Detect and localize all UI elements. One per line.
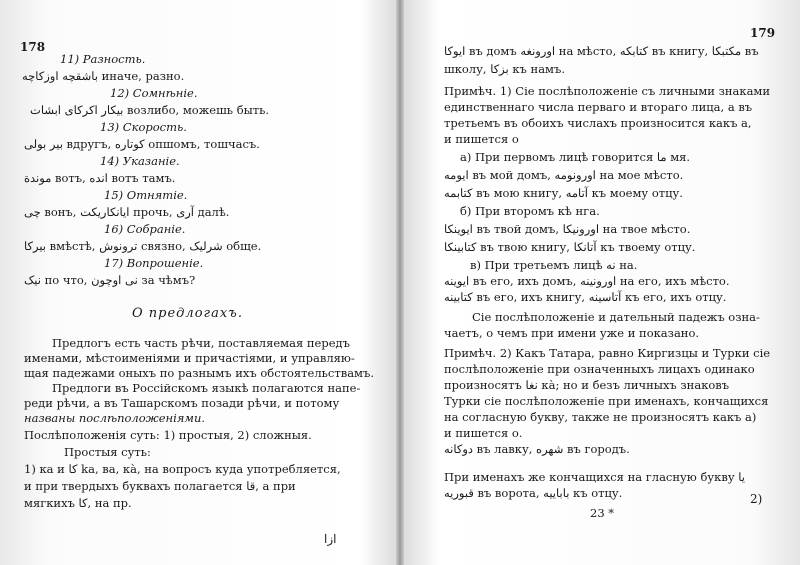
note-line: и пишется о xyxy=(444,132,519,146)
note-line: произносятъ نغا кà; но и безъ личныхъ знаковъ xyxy=(444,378,730,392)
first-person-label: а) При первомъ лицѣ говорится ما мя. xyxy=(460,150,691,164)
example-line: ایوینکا въ твой домъ, اورونیکا на твое мѣсто. xyxy=(444,222,691,236)
example-line: کتابینه въ его, ихъ книгу, آتاسینه къ его, ихъ отцу. xyxy=(444,290,727,304)
text-line: بیرکا вмѣстѣ, ترونوش связно, شرلیک обще. xyxy=(24,239,262,253)
example-line: کتابینکا въ твою книгу, آتانکا къ твоему отцу. xyxy=(444,240,696,254)
note-line: послѣположеніе при означенныхъ лицахъ одинако xyxy=(444,362,755,376)
text-line: 17) Вопрошеніе. xyxy=(104,256,204,270)
text-line: موندة вотъ, انده вотъ тамъ. xyxy=(24,171,176,185)
second-person-label: б) При второмъ кѣ нга. xyxy=(460,204,600,218)
example-line: کتابمه въ мою книгу, آتامه къ моему отцу. xyxy=(444,186,683,200)
note-line: Турки сіе послѣположеніе при именахъ, кончащихся xyxy=(444,394,769,408)
rule-line: мягкихъ كا, на пр. xyxy=(24,496,132,510)
dative-line: Сіе послѣположеніе и дательный падежъ озна- xyxy=(472,310,760,324)
example-line: دوکانه въ лавку, شهره въ городъ. xyxy=(444,442,630,456)
paragraph-line: именами, мѣстоименіями и причастіями, и управляю- xyxy=(24,351,355,365)
third-person-label: в) При третьемъ лицѣ نه на. xyxy=(470,258,638,272)
note-line: третьемъ въ обоихъ числахъ произносится какъ а, xyxy=(444,116,752,130)
signature-mark: 23 * xyxy=(590,506,615,520)
text-line: 13) Скорость. xyxy=(100,120,187,134)
page-number-left: 178 xyxy=(20,40,46,54)
example-line: ایومه въ мой домъ, اورونومه на мое мѣсто. xyxy=(444,168,684,182)
postpositions-line: Послѣположенія суть: 1) простыя, 2) сложныя. xyxy=(24,428,312,442)
text-line: باشقچه اوزکاچه иначе, разно. xyxy=(22,69,185,83)
text-line: بیر بولی вдругъ, کوتاره опшомъ, тошчасъ. xyxy=(24,137,260,151)
simple-heading: Простыя суть: xyxy=(64,445,151,459)
paragraph-line: Предлогъ есть часть рѣчи, поставляемая передъ xyxy=(52,336,350,350)
catchword: ازا xyxy=(324,532,337,546)
note-line: на согласную букву, также не произносятъ какъ а) xyxy=(444,410,757,424)
dative-line: чаетъ, о чемъ при имени уже и показано. xyxy=(444,326,700,340)
rule-line: 1) ка и كا kа, ва, кà, на вопросъ куда употребляется, xyxy=(24,462,341,476)
text-line: چی вонъ, ایانکاریکت прочь, آری далѣ. xyxy=(24,205,230,219)
note-line: и пишется о. xyxy=(444,426,523,440)
paragraph-line: названы послѣположеніями. xyxy=(24,411,206,425)
text-line: школу, بزکا къ намъ. xyxy=(444,62,565,76)
text-line: 16) Собраніе. xyxy=(104,222,186,236)
example-line: ایوینه въ его, ихъ домъ, اورونینه на его, ихъ мѣсто. xyxy=(444,274,730,288)
page-number-right: 179 xyxy=(750,26,776,40)
rule-line: и при твердыхъ буквахъ полагается قا, а при xyxy=(24,479,296,493)
right-page xyxy=(400,0,800,565)
note-line: Примѣч. 2) Какъ Татара, равно Киргизцы и Турки сіе xyxy=(444,346,771,360)
note-line: единственнаго числа перваго и втораго лица, а въ xyxy=(444,100,753,114)
text-line: 12) Сомнѣніе. xyxy=(110,86,198,100)
corner-mark: 2) xyxy=(750,492,763,506)
paragraph-line: реди рѣчи, а въ Ташарскомъ позади рѣчи, и потому xyxy=(24,396,340,410)
paragraph-line: щая падежами оныхъ по разнымъ ихъ обстоятельствамъ. xyxy=(24,366,374,380)
text-line: 11) Разность. xyxy=(60,52,146,66)
text-line: 14) Указаніе. xyxy=(100,154,180,168)
paragraph-line: Предлоги въ Россійскомъ языкѣ полагаются напе- xyxy=(52,381,361,395)
text-line: نیک по что, نی اوچون за чѣмъ? xyxy=(24,273,196,287)
text-line: 15) Отнятіе. xyxy=(104,188,188,202)
section-title: О предлогахъ. xyxy=(132,306,243,321)
gate-line: قبوریه въ ворота, باباییه къ отцу. xyxy=(444,486,623,500)
vowel-line: При именахъ же кончащихся на гласную букву يا xyxy=(444,470,745,484)
text-line: ایوکا въ домъ اورونغه на мѣсто, کتابکه въ книгу, مکتبکا въ xyxy=(444,44,759,58)
note-line: Примѣч. 1) Сіе послѣположеніе съ личными знаками xyxy=(444,84,771,98)
text-line: بیکار اکرکای ابشات возлибо, можешь быть. xyxy=(30,103,270,117)
